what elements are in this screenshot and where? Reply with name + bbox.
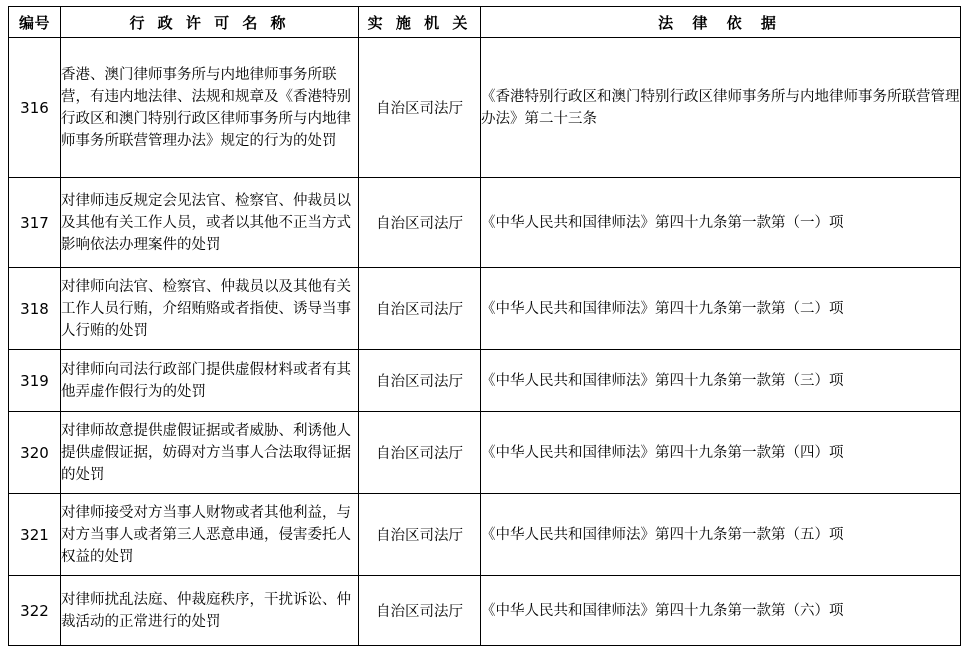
table-row	[9, 494, 961, 576]
administrative-permit-table	[8, 6, 961, 646]
cell-number: 322	[9, 576, 61, 646]
cell-permit-name: 对律师向司法行政部门提供虚假材料或者有其他弄虚作假行为的处罚	[61, 350, 359, 412]
cell-number: 318	[9, 268, 61, 350]
cell-number: 316	[9, 38, 61, 178]
cell-number: 317	[9, 178, 61, 268]
table-header-row	[9, 7, 961, 38]
table-row	[9, 412, 961, 494]
cell-authority: 自治区司法厅	[359, 412, 481, 494]
cell-permit-name: 对律师故意提供虚假证据或者威胁、利诱他人提供虚假证据，妨碍对方当事人合法取得证据的处罚	[61, 412, 359, 494]
cell-authority: 自治区司法厅	[359, 576, 481, 646]
cell-legal-basis: 《中华人民共和国律师法》第四十九条第一款第（一）项	[481, 178, 961, 268]
cell-authority: 自治区司法厅	[359, 268, 481, 350]
cell-authority: 自治区司法厅	[359, 494, 481, 576]
cell-legal-basis: 《中华人民共和国律师法》第四十九条第一款第（二）项	[481, 268, 961, 350]
cell-permit-name: 对律师接受对方当事人财物或者其他利益，与对方当事人或者第三人恶意串通，侵害委托人权益的处罚	[61, 494, 359, 576]
table-row	[9, 350, 961, 412]
table-row	[9, 576, 961, 646]
column-header-legal-basis: 法 律 依 据	[481, 7, 961, 38]
table-body	[9, 38, 961, 646]
cell-authority: 自治区司法厅	[359, 178, 481, 268]
table-row	[9, 178, 961, 268]
cell-permit-name: 对律师扰乱法庭、仲裁庭秩序，干扰诉讼、仲裁活动的正常进行的处罚	[61, 576, 359, 646]
table-header	[9, 7, 961, 38]
cell-legal-basis: 《中华人民共和国律师法》第四十九条第一款第（六）项	[481, 576, 961, 646]
cell-authority: 自治区司法厅	[359, 38, 481, 178]
column-header-number: 编号	[9, 7, 61, 38]
cell-legal-basis: 《中华人民共和国律师法》第四十九条第一款第（四）项	[481, 412, 961, 494]
cell-permit-name: 对律师违反规定会见法官、检察官、仲裁员以及其他有关工作人员，或者以其他不正当方式影响依法办理案件的处罚	[61, 178, 359, 268]
cell-number: 321	[9, 494, 61, 576]
cell-authority: 自治区司法厅	[359, 350, 481, 412]
table-row	[9, 38, 961, 178]
cell-legal-basis: 《中华人民共和国律师法》第四十九条第一款第（三）项	[481, 350, 961, 412]
cell-legal-basis: 《香港特别行政区和澳门特别行政区律师事务所与内地律师事务所联营管理办法》第二十三条	[481, 38, 961, 178]
cell-permit-name: 香港、澳门律师事务所与内地律师事务所联营，有违内地法律、法规和规章及《香港特别行政区和澳门特别行政区律师事务所与内地律师事务所联营管理办法》规定的行为的处罚	[61, 38, 359, 178]
column-header-authority: 实 施 机 关	[359, 7, 481, 38]
cell-permit-name: 对律师向法官、检察官、仲裁员以及其他有关工作人员行贿，介绍贿赂或者指使、诱导当事人行贿的处罚	[61, 268, 359, 350]
cell-number: 319	[9, 350, 61, 412]
cell-number: 320	[9, 412, 61, 494]
table-row	[9, 268, 961, 350]
cell-legal-basis: 《中华人民共和国律师法》第四十九条第一款第（五）项	[481, 494, 961, 576]
column-header-permit-name: 行 政 许 可 名 称	[61, 7, 359, 38]
